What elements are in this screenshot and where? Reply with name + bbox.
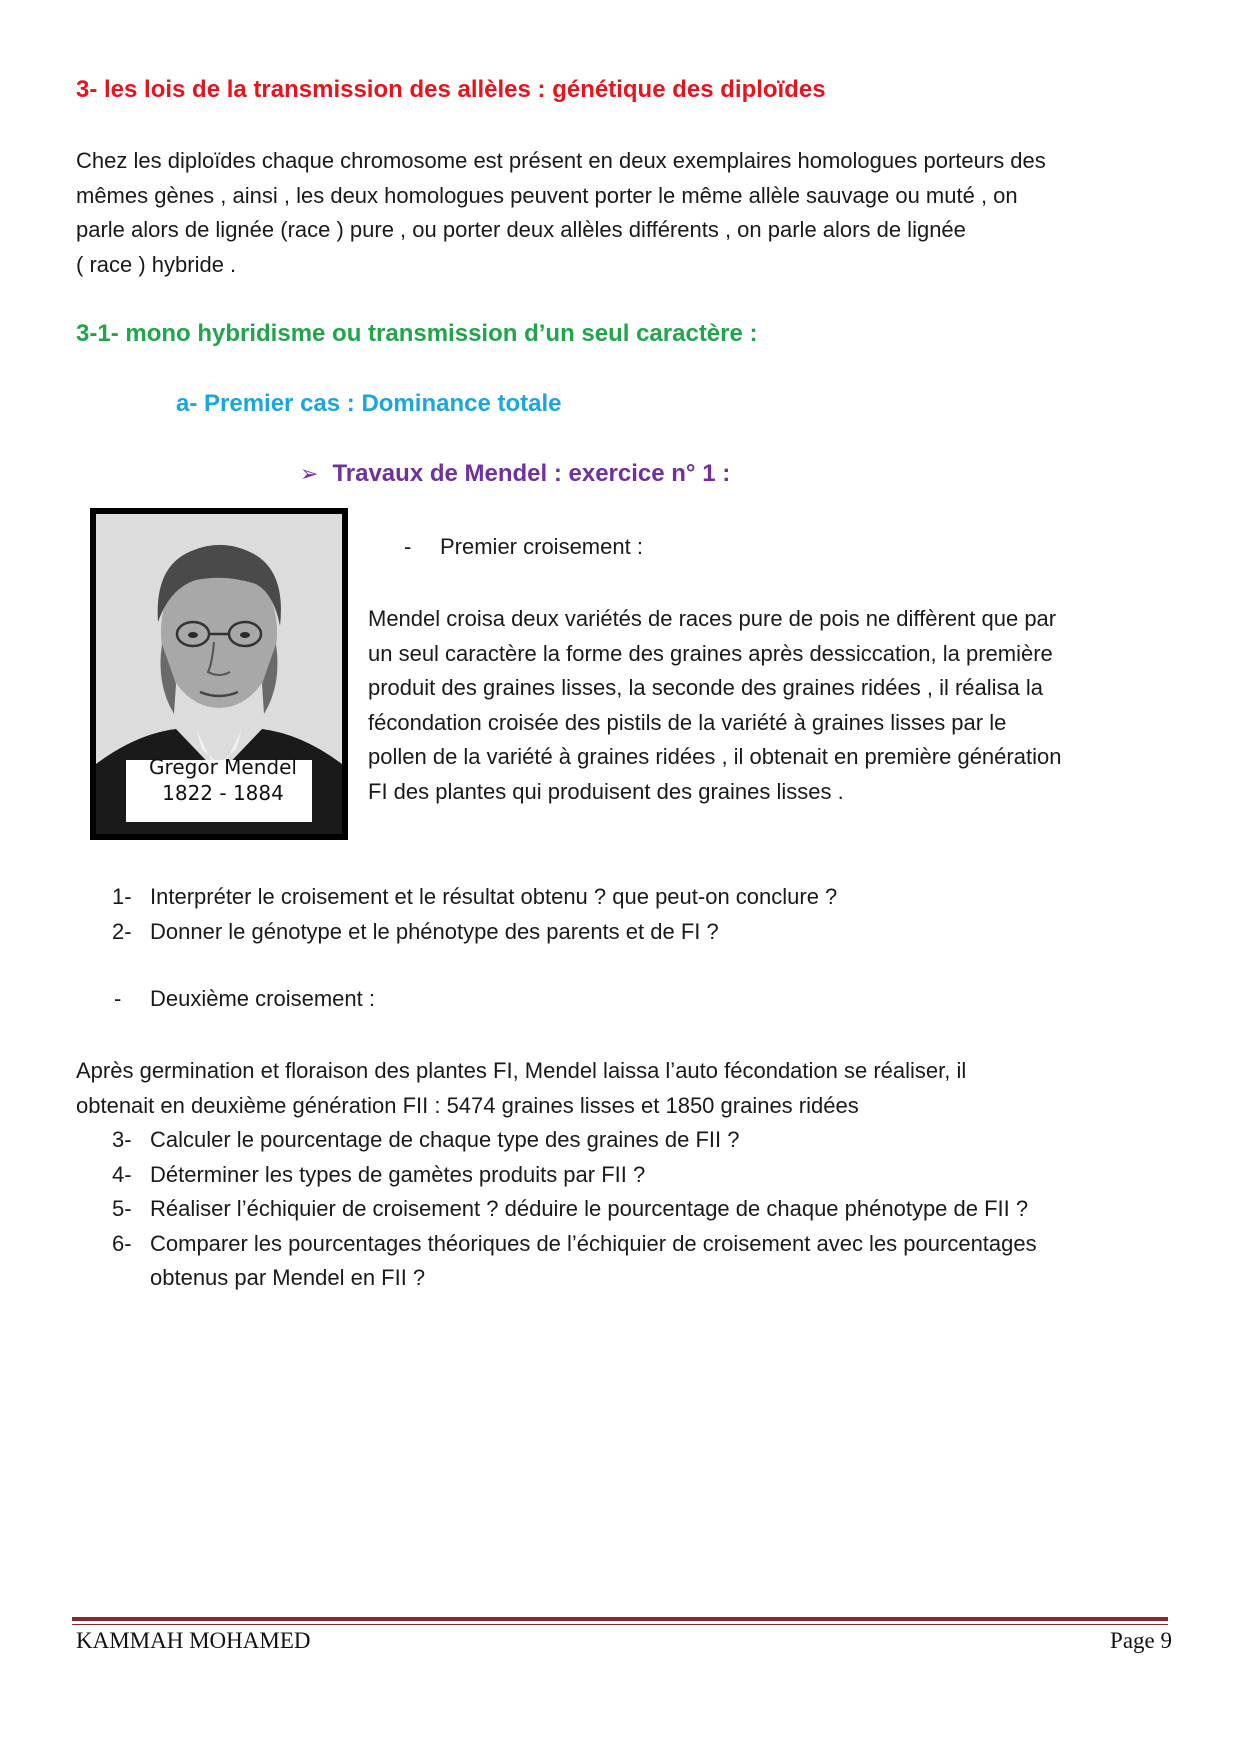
question-number: 5- bbox=[112, 1196, 132, 1221]
exercise-title: Travaux de Mendel : exercice n° 1 : bbox=[332, 460, 731, 487]
arrow-bullet-icon: ➢ bbox=[300, 461, 319, 486]
question-number: 6- bbox=[112, 1230, 132, 1256]
cross1-label: Premier croisement : bbox=[440, 534, 643, 559]
question-number: 4- bbox=[112, 1161, 132, 1187]
exercise-heading bbox=[300, 460, 730, 488]
intro-line: Chez les diploïdes chaque chromosome est présent en deux exemplaires homologues porteurs des bbox=[76, 148, 1046, 173]
question-item bbox=[112, 1123, 1037, 1158]
question-text: Déterminer les types de gamètes produits par FII ? bbox=[150, 1161, 646, 1187]
cross1-line: FI des plantes qui produisent des graines lisses . bbox=[368, 778, 844, 804]
question-item bbox=[112, 915, 837, 950]
question-text: Réaliser l’échiquier de croisement ? déduire le pourcentage de chaque phénotype de FII ? bbox=[150, 1196, 1029, 1221]
question-text: Comparer les pourcentages théoriques de l’échiquier de croisement avec les pourcentages bbox=[150, 1230, 1037, 1256]
footer-page-number: Page 9 bbox=[1110, 1628, 1172, 1653]
intro-paragraph bbox=[76, 144, 1176, 282]
questions-list-2 bbox=[112, 1123, 1037, 1296]
cross2-line: obtenait en deuxième génération FII : 5474 graines lisses et 1850 graines ridées bbox=[76, 1092, 859, 1118]
cross1-line: produit des graines lisses, la seconde des graines ridées , il réalisa la bbox=[368, 675, 1044, 700]
cross1-item bbox=[404, 534, 643, 560]
footer-author: KAMMAH MOHAMED bbox=[76, 1628, 311, 1653]
cross2-item bbox=[114, 986, 375, 1012]
cross2-line: Après germination et floraison des plantes FI, Mendel laissa l’auto fécondation se réaliser, il bbox=[76, 1058, 967, 1083]
cross2-label: Deuxième croisement : bbox=[150, 986, 375, 1011]
question-text: Interpréter le croisement et le résultat obtenu ? que peut-on conclure ? bbox=[150, 884, 838, 909]
dash-bullet: - bbox=[114, 986, 122, 1011]
question-item bbox=[112, 1158, 1037, 1193]
question-item bbox=[112, 880, 837, 915]
case-heading: a- Premier cas : Dominance totale bbox=[176, 390, 562, 417]
portrait-caption-name: Gregor Mendel bbox=[149, 755, 297, 779]
question-number: 2- bbox=[112, 918, 132, 944]
questions-list-1 bbox=[112, 880, 837, 949]
question-continuation: obtenus par Mendel en FII ? bbox=[150, 1265, 426, 1290]
intro-line: parle alors de lignée (race ) pure , ou porter deux allèles différents , on parle alors de lignée bbox=[76, 217, 966, 242]
cross1-paragraph bbox=[368, 602, 1178, 809]
portrait-caption bbox=[130, 754, 316, 806]
footer-rule bbox=[72, 1617, 1168, 1621]
cross1-line: Mendel croisa deux variétés de races pure de pois ne diffèrent que par bbox=[368, 606, 1057, 631]
question-text: Calculer le pourcentage de chaque type des graines de FII ? bbox=[150, 1127, 740, 1152]
portrait-caption-years: 1822 - 1884 bbox=[162, 781, 284, 805]
dash-bullet: - bbox=[404, 534, 412, 559]
footer-rule-thin bbox=[72, 1624, 1168, 1625]
question-number: 3- bbox=[112, 1127, 132, 1152]
question-text: Donner le génotype et le phénotype des parents et de FI ? bbox=[150, 918, 719, 944]
question-item bbox=[112, 1227, 1037, 1262]
mendel-portrait bbox=[90, 508, 348, 840]
cross2-paragraph bbox=[76, 1054, 1176, 1123]
subsection-heading: 3-1- mono hybridisme ou transmission d’un seul caractère : bbox=[76, 320, 758, 347]
intro-line: ( race ) hybride . bbox=[76, 251, 237, 277]
cross1-line: pollen de la variété à graines ridées , il obtenait en première génération bbox=[368, 744, 1062, 769]
cross1-line: un seul caractère la forme des graines après dessiccation, la première bbox=[368, 640, 1053, 666]
section-heading: 3- les lois de la transmission des allèles : génétique des diploïdes bbox=[76, 76, 826, 103]
question-number: 1- bbox=[112, 884, 132, 909]
intro-line: mêmes gènes , ainsi , les deux homologues peuvent porter le même allèle sauvage ou muté , on bbox=[76, 182, 1018, 208]
cross1-line: fécondation croisée des pistils de la variété à graines lisses par le bbox=[368, 709, 1007, 735]
question-item bbox=[112, 1192, 1037, 1227]
